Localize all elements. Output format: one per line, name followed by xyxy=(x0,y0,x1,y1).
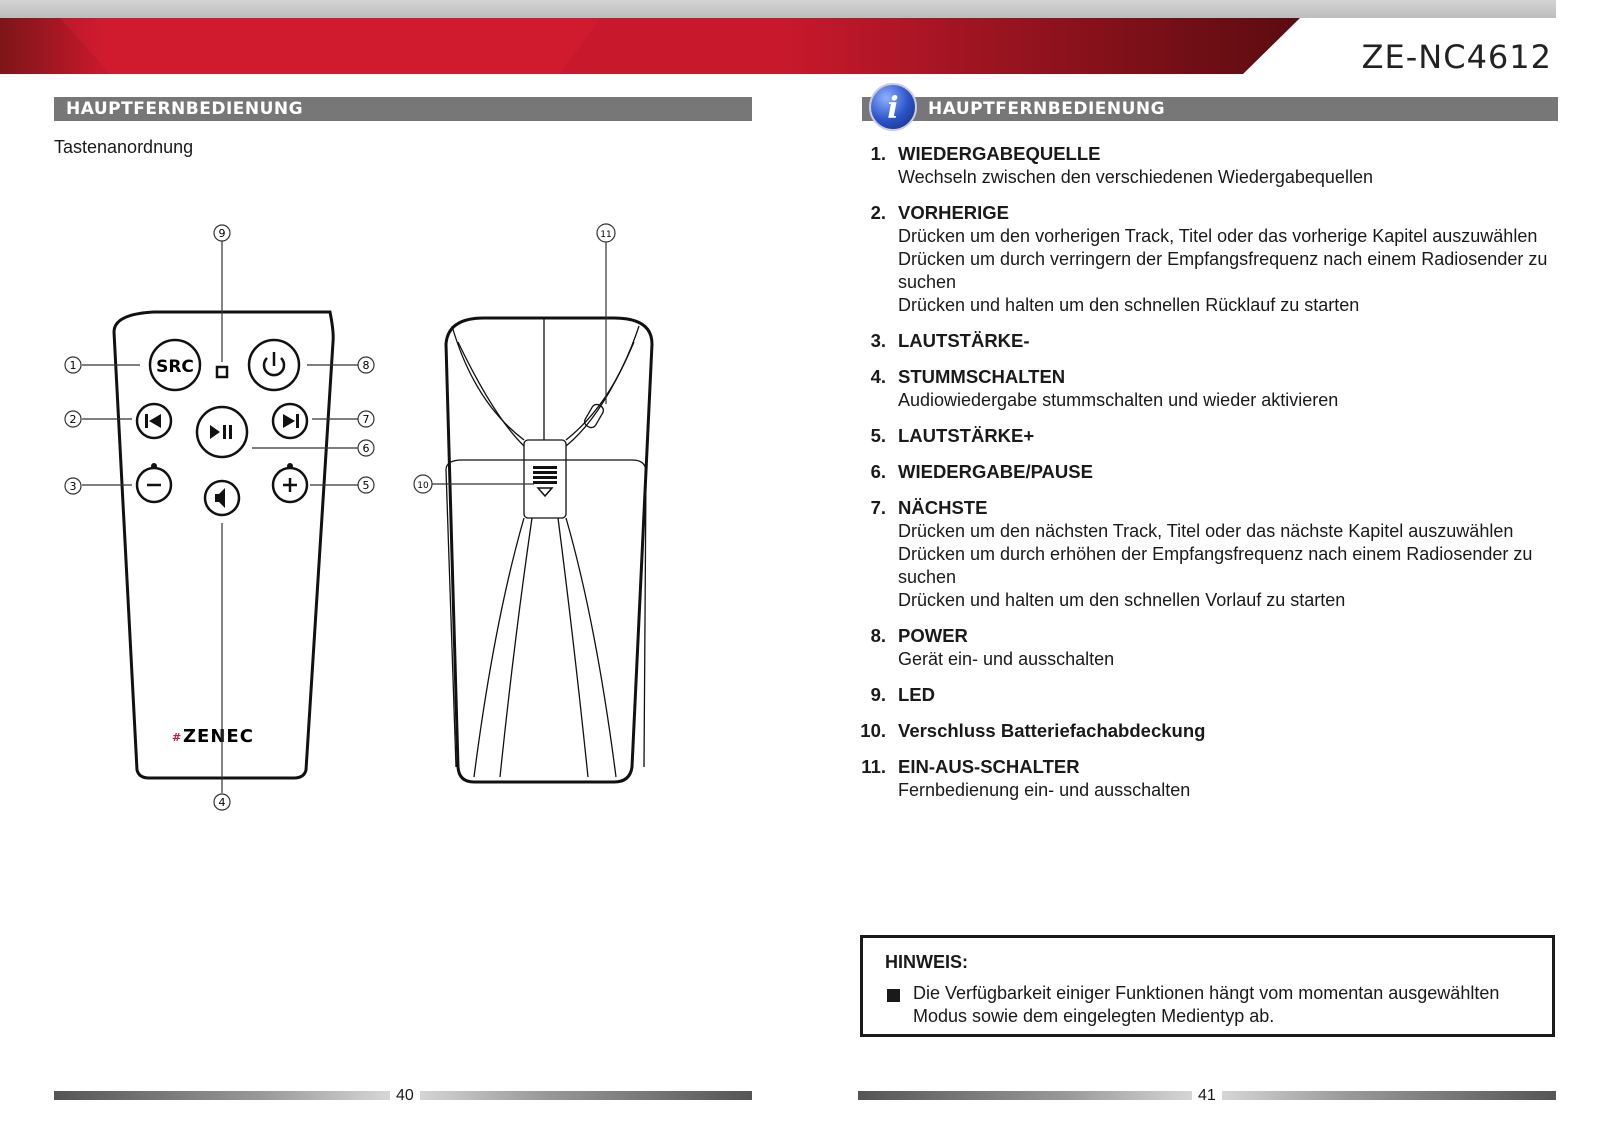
speaker-icon xyxy=(215,488,225,508)
page-number-right: 41 xyxy=(1192,1087,1222,1105)
note-text: Die Verfügbarkeit einiger Funktionen hängt vom momentan ausgewählten Modus sowie dem eingelegten Medientyp ab. xyxy=(913,983,1500,1026)
item-title: STUMMSCHALTEN xyxy=(898,366,1066,387)
callout-1 xyxy=(65,357,81,373)
zenec-logo xyxy=(172,726,254,747)
svg-text:11: 11 xyxy=(600,230,612,240)
layout-title: Tastenanordnung xyxy=(54,137,194,157)
svg-text:#: # xyxy=(172,731,182,744)
svg-text:4: 4 xyxy=(218,796,226,809)
item-title: VORHERIGE xyxy=(898,202,1010,223)
play-pause-button xyxy=(197,407,247,457)
item-title: WIEDERGABEQUELLE xyxy=(898,143,1101,164)
item-description: Audiowiedergabe stummschalten und wieder aktivieren xyxy=(898,390,1339,410)
section-title-left: HAUPTFERNBEDIENUNG xyxy=(54,97,752,121)
info-icon xyxy=(868,82,918,132)
svg-text:7: 7 xyxy=(362,413,370,426)
item-description: Drücken um durch verringern der Empfangsfrequenz nach einem Radiosender zu suchen xyxy=(898,249,1548,292)
item-number: 10. xyxy=(860,720,886,741)
list-item xyxy=(856,460,1556,484)
item-title: POWER xyxy=(898,625,968,646)
item-title: LAUTSTÄRKE- xyxy=(898,330,1030,351)
src-label: SRC xyxy=(156,357,194,377)
callout-4 xyxy=(214,794,230,810)
plus-icon xyxy=(283,478,297,492)
page-number-left: 40 xyxy=(390,1087,420,1105)
item-title: EIN-AUS-SCHALTER xyxy=(898,756,1080,777)
section-title-right: HAUPTFERNBEDIENUNG xyxy=(862,97,1558,121)
header-red-band xyxy=(0,18,1300,74)
callout-7 xyxy=(358,411,374,427)
item-number: 5. xyxy=(870,425,886,446)
callout-3 xyxy=(65,478,81,494)
bullet-square-icon xyxy=(887,989,900,1002)
note-title: HINWEIS: xyxy=(885,952,968,972)
svg-text:3: 3 xyxy=(69,480,77,493)
item-number: 1. xyxy=(870,143,886,164)
item-number: 11. xyxy=(861,756,886,777)
item-description: Drücken um durch erhöhen der Empfangsfrequenz nach einem Radiosender zu suchen xyxy=(898,544,1533,587)
list-item xyxy=(856,201,1556,317)
svg-text:6: 6 xyxy=(362,442,370,455)
callout-10 xyxy=(414,475,432,493)
item-title: LED xyxy=(898,684,935,705)
callout-8 xyxy=(358,357,374,373)
svg-text:1: 1 xyxy=(69,359,77,372)
callout-6 xyxy=(358,440,374,456)
function-list xyxy=(856,142,1556,814)
next-icon xyxy=(283,414,299,428)
list-item xyxy=(856,683,1556,707)
list-item xyxy=(856,424,1556,448)
list-item xyxy=(856,624,1556,671)
play-pause-icon xyxy=(210,425,232,439)
callout-5 xyxy=(358,477,374,493)
list-item xyxy=(856,755,1556,802)
callout-11 xyxy=(597,224,615,242)
item-number: 3. xyxy=(870,330,886,351)
svg-text:10: 10 xyxy=(417,481,429,491)
item-number: 2. xyxy=(870,202,886,223)
item-title: NÄCHSTE xyxy=(898,497,988,518)
led-indicator xyxy=(217,367,227,377)
list-item xyxy=(856,329,1556,353)
item-title: WIEDERGABE/PAUSE xyxy=(898,461,1093,482)
svg-text:i: i xyxy=(887,91,899,126)
svg-text:2: 2 xyxy=(69,413,77,426)
svg-text:9: 9 xyxy=(218,227,226,240)
svg-text:8: 8 xyxy=(362,359,370,372)
svg-text:5: 5 xyxy=(362,479,370,492)
item-description: Drücken und halten um den schnellen Vorlauf zu starten xyxy=(898,590,1346,610)
svg-text:ZENEC: ZENEC xyxy=(183,726,254,747)
list-item xyxy=(856,496,1556,612)
item-description: Drücken und halten um den schnellen Rücklauf zu starten xyxy=(898,295,1360,315)
battery-latch-icon xyxy=(533,466,557,496)
item-number: 8. xyxy=(870,625,886,646)
model-name: ZE-NC4612 xyxy=(1361,38,1552,76)
remote-diagram xyxy=(54,222,694,842)
item-title: LAUTSTÄRKE+ xyxy=(898,425,1035,446)
remote-front-body xyxy=(114,312,333,778)
item-description: Fernbedienung ein- und ausschalten xyxy=(898,780,1191,800)
item-number: 7. xyxy=(870,497,886,518)
list-item xyxy=(856,719,1556,743)
item-description: Wechseln zwischen den verschiedenen Wiedergabequellen xyxy=(898,167,1373,187)
item-description: Gerät ein- und ausschalten xyxy=(898,649,1115,669)
list-item xyxy=(856,142,1556,189)
item-description: Drücken um den nächsten Track, Titel oder das nächste Kapitel auszuwählen xyxy=(898,521,1514,541)
note-box xyxy=(860,935,1555,1037)
header-top-strip xyxy=(0,0,1556,18)
item-description: Drücken um den vorherigen Track, Titel oder das vorherige Kapitel auszuwählen xyxy=(898,226,1538,246)
remote-back-body xyxy=(446,318,652,782)
item-title: Verschluss Batteriefachabdeckung xyxy=(898,720,1206,741)
callout-9 xyxy=(214,225,230,241)
previous-icon xyxy=(145,414,161,428)
callout-2 xyxy=(65,411,81,427)
item-number: 9. xyxy=(870,684,886,705)
item-number: 4. xyxy=(870,366,886,387)
item-number: 6. xyxy=(870,461,886,482)
list-item xyxy=(856,365,1556,412)
